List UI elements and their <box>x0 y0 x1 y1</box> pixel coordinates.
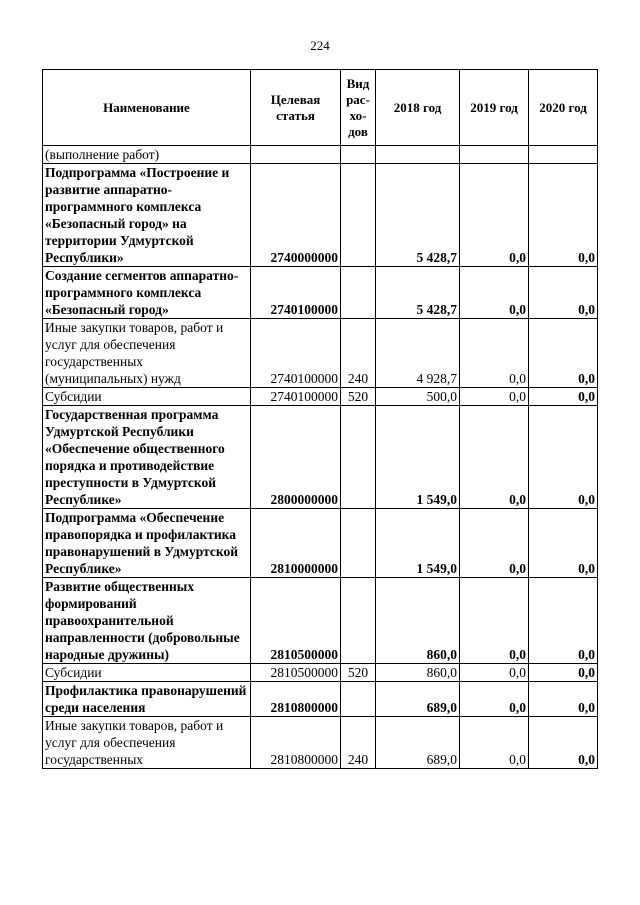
header-code: Целевая статья <box>251 70 341 146</box>
row-2020: 0,0 <box>529 682 598 717</box>
row-name: Подпрограмма «Обеспечение правопорядка и профилактика правонарушений в Удмуртской Республике» <box>43 509 251 578</box>
row-kind <box>341 164 376 267</box>
header-kind: Вид рас- хо- дов <box>341 70 376 146</box>
row-2018: 860,0 <box>376 664 460 682</box>
row-code: 2740100000 <box>251 267 341 319</box>
header-2020: 2020 год <box>529 70 598 146</box>
row-2019: 0,0 <box>460 388 529 406</box>
table-row <box>43 717 598 769</box>
row-2018: 860,0 <box>376 578 460 664</box>
row-name: Создание сегментов аппаратно-программного комплекса «Безопасный город» <box>43 267 251 319</box>
budget-table <box>42 69 598 769</box>
row-kind: 520 <box>341 664 376 682</box>
row-2019: 0,0 <box>460 406 529 509</box>
row-2018: 689,0 <box>376 717 460 769</box>
row-2020: 0,0 <box>529 164 598 267</box>
row-2018: 5 428,7 <box>376 164 460 267</box>
table-row <box>43 146 598 164</box>
row-2018: 689,0 <box>376 682 460 717</box>
row-code: 2810800000 <box>251 682 341 717</box>
row-code: 2810800000 <box>251 717 341 769</box>
row-name: Государственная программа Удмуртской Республики «Обеспечение общественного порядка и противодействие преступности в Удмуртской Республике» <box>43 406 251 509</box>
row-2019 <box>460 146 529 164</box>
table-row <box>43 664 598 682</box>
header-2019: 2019 год <box>460 70 529 146</box>
header-name: Наименование <box>43 70 251 146</box>
row-2018: 1 549,0 <box>376 406 460 509</box>
table-row <box>43 682 598 717</box>
row-2018: 1 549,0 <box>376 509 460 578</box>
row-2019: 0,0 <box>460 319 529 388</box>
row-2019: 0,0 <box>460 682 529 717</box>
table-row <box>43 388 598 406</box>
row-name: Профилактика правонарушений среди населения <box>43 682 251 717</box>
row-name: Иные закупки товаров, работ и услуг для обеспечения государственных <box>43 717 251 769</box>
row-code: 2810000000 <box>251 509 341 578</box>
table-row <box>43 319 598 388</box>
row-code: 2740100000 <box>251 319 341 388</box>
table-row <box>43 509 598 578</box>
row-code: 2810500000 <box>251 578 341 664</box>
row-name: (выполнение работ) <box>43 146 251 164</box>
page-number: 224 <box>310 38 330 53</box>
row-kind <box>341 146 376 164</box>
table-header-row <box>43 70 598 146</box>
header-2018: 2018 год <box>376 70 460 146</box>
row-2020: 0,0 <box>529 319 598 388</box>
row-2020: 0,0 <box>529 406 598 509</box>
row-kind <box>341 509 376 578</box>
table-row <box>43 406 598 509</box>
row-2019: 0,0 <box>460 717 529 769</box>
row-2020: 0,0 <box>529 717 598 769</box>
row-code: 2740100000 <box>251 388 341 406</box>
row-2018 <box>376 146 460 164</box>
row-kind <box>341 578 376 664</box>
row-kind: 240 <box>341 319 376 388</box>
row-code: 2740000000 <box>251 164 341 267</box>
row-2020: 0,0 <box>529 664 598 682</box>
row-2020: 0,0 <box>529 509 598 578</box>
row-2018: 500,0 <box>376 388 460 406</box>
table-row <box>43 267 598 319</box>
row-2020: 0,0 <box>529 578 598 664</box>
row-code <box>251 146 341 164</box>
row-2020: 0,0 <box>529 267 598 319</box>
row-kind <box>341 267 376 319</box>
row-2019: 0,0 <box>460 509 529 578</box>
row-kind: 240 <box>341 717 376 769</box>
row-2018: 4 928,7 <box>376 319 460 388</box>
row-2019: 0,0 <box>460 267 529 319</box>
row-name: Развитие общественных формирований правоохранительной направленности (добровольные народные дружины) <box>43 578 251 664</box>
row-name: Подпрограмма «Построение и развитие аппаратно-программного комплекса «Безопасный город» на территории Удмуртской Республики» <box>43 164 251 267</box>
row-2019: 0,0 <box>460 578 529 664</box>
row-kind <box>341 682 376 717</box>
row-name: Субсидии <box>43 664 251 682</box>
row-2018: 5 428,7 <box>376 267 460 319</box>
row-kind <box>341 406 376 509</box>
table-row <box>43 578 598 664</box>
row-code: 2810500000 <box>251 664 341 682</box>
row-2020: 0,0 <box>529 388 598 406</box>
row-kind: 520 <box>341 388 376 406</box>
table-row <box>43 164 598 267</box>
row-name: Иные закупки товаров, работ и услуг для обеспечения государственных (муниципальных) нужд <box>43 319 251 388</box>
row-code: 2800000000 <box>251 406 341 509</box>
row-2019: 0,0 <box>460 664 529 682</box>
row-2020 <box>529 146 598 164</box>
row-name: Субсидии <box>43 388 251 406</box>
row-2019: 0,0 <box>460 164 529 267</box>
